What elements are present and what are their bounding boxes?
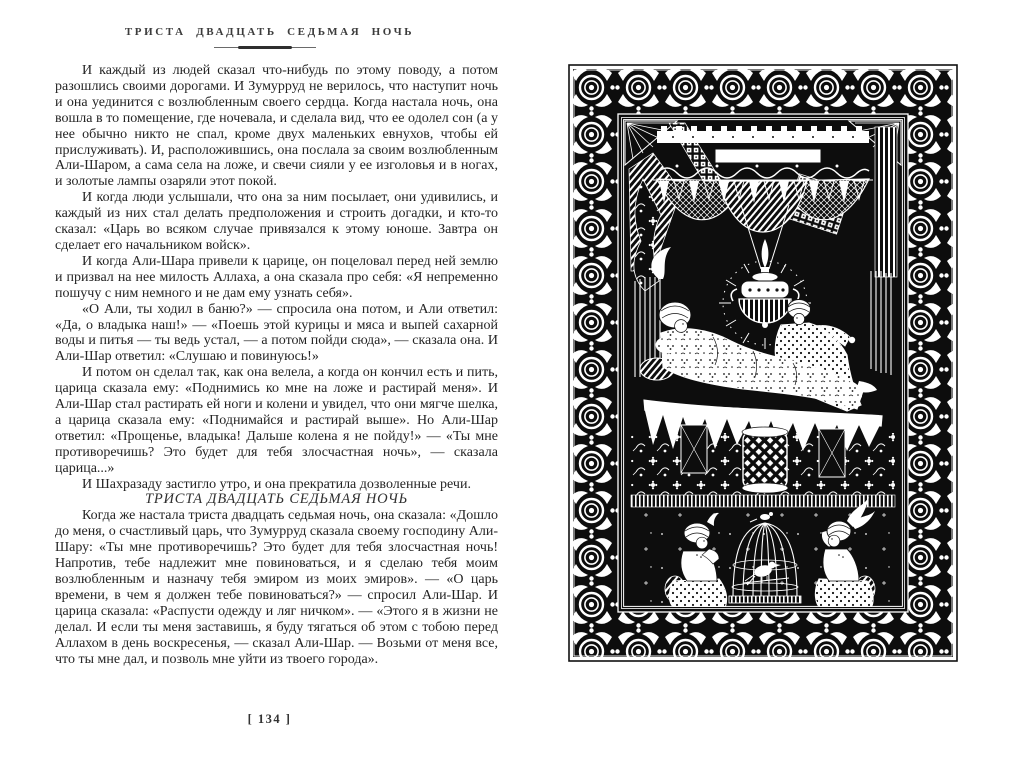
- paragraph: И когда Али-Шара привели к царице, он поцеловал перед ней землю и призвал на нее милость Аллаха, а она сказала про себя: «Я непременно пошучу с ним немного и не дам ему узнать себя».: [55, 253, 498, 301]
- miniature-illustration: [568, 64, 958, 662]
- paragraph: И Шахразаду застигло утро, и она прекратила дозволенные речи.: [82, 476, 471, 492]
- paragraph: «О Али, ты ходил в баню?» — спросила она потом, и Али ответил: «Да, о владыка наш!» — «Поешь этой курицы и мяса и выпей сахарной воды и питья — ты ведь устал, — а потом пойди сюда», — сказала она. И Али-Шар ответил: «Слушаю и повинуюсь!»: [55, 301, 498, 365]
- header-ornament-rule: [214, 47, 316, 48]
- paragraph: И когда люди услышали, что она за ним посылает, они удивились, и каждый из них стал делать предположения и строить догадки, и кто-то сказал: «Царь во всяком случае привязался к этому юноше. Завтра он сделает его начальником войск».: [55, 190, 498, 253]
- right-page: [568, 64, 958, 662]
- left-page: [55, 0, 498, 768]
- body-text: [55, 63, 498, 667]
- floor-band: [631, 495, 895, 507]
- paragraph: И каждый из людей сказал что-нибудь по этому поводу, а потом разошлись своими дорогами. И Зумурруд не верилось, что наступит ночь и она уединится с возлюбленным своего сердца. Когда настала ночь, она вошла в то помещение, где ночевала, и сделала вид, что ее одолел сон (а у нее обычно никто не спал, кроме двух маленьких евнухов, чтобы ей прислуживать). И, расположившись, она послала за своим возлюбленным Али-Шаром, а сама села на ложе, и свечи сияли у ее изголовья и в ногах, и золотые лампы озаряли этот покой.: [55, 63, 498, 190]
- paragraph: И потом он сделал так, как она велела, а когда он кончил есть и пить, царица сказала ему: «Поднимись ко мне на ложе и растирай меня». И Али-Шар стал растирать ей ноги и колени и увидел, что они мягче шелка, а царица сказала ему: «Поднимайся и растирай выше». Но Али-Шар ответил: «Прощенье, владыка! Дальше колена я не пойду!» — «Ты мне противоречишь? Это будет для тебя злосчастная ночь», — сказала царица...»: [55, 365, 498, 476]
- running-head: ТРИСТА ДВАДЦАТЬ СЕДЬМАЯ НОЧЬ: [124, 26, 415, 38]
- paragraph: Когда же настала триста двадцать седьмая ночь, она сказала: «Дошло до меня, о счастливый царь, что Зумурруд сказала своему господину Али-Шару: «Ты мне противоречишь? Это будет для тебя злосчастная ночь! Напротив, тебе надлежит мне повиноваться, и я сделаю тебя моим возлюбленным и назначу тебя эмиром из моих эмиров». — «О царь времени, в чем я должен тебе повиноваться?» — спросил Али-Шар. И царица сказала: «Распусти одежду и ляг ничком». — «Этого я в жизни не делал. И если ты меня заставишь, я буду тягаться об этом с тобою перед Аллахом в день воскресенья, — сказал Али-Шар. — Возьми от меня все, что ты мне дал, и позволь мне уйти из твоего города».: [55, 508, 498, 667]
- night-heading: ТРИСТА ДВАДЦАТЬ СЕДЬМАЯ НОЧЬ: [145, 491, 408, 508]
- page-number: [ 134 ]: [247, 712, 292, 726]
